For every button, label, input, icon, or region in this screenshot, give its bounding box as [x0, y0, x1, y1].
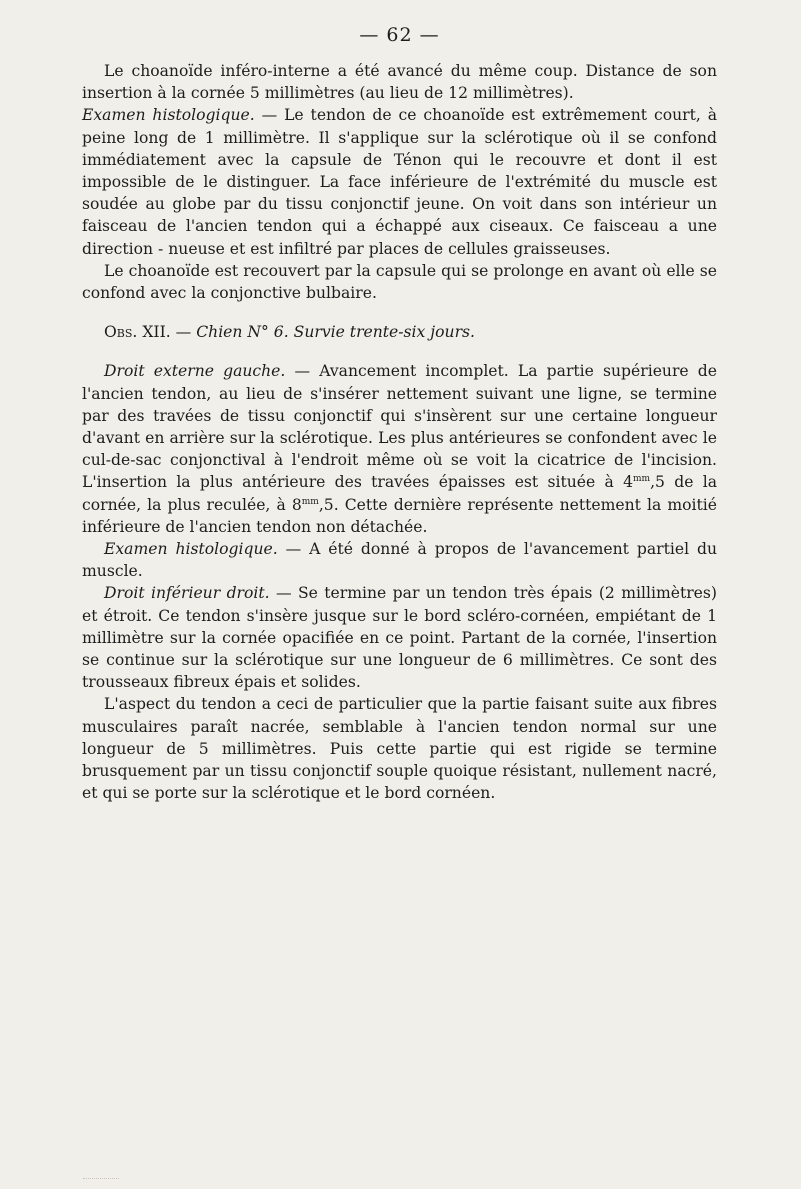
paragraph-text: L'aspect du tendon a ceci de particulier que la partie faisant suite aux fibres musculaires paraît nacrée, semblable à l'ancien tendon normal sur une longueur de 5 millimètres. Puis cette partie qui est rigide se termine brusquement par un tissu conjonctif souple quoique résistant, nullement nacré, et qui se porte sur la sclérotique et le bord cornéen.	[82, 695, 717, 803]
paragraph-text: — A été donné à propos de l'avancement partiel du muscle.	[82, 540, 717, 581]
footer-dotted-mark	[83, 1178, 119, 1180]
observation-subject: Chien N° 6. Survie trente-six jours.	[196, 323, 475, 342]
paragraph-text: — Le tendon de ce choanoïde est extrêmement court, à peine long de 1 millimètre. Il s'applique sur la sclérotique où il se confond immédiatement avec la capsule de Ténon qui le recouvre et dont il est impossible de le distinguer. La face inférieure de l'extrémité du muscle est soudée au globe par du tissu conjonctif jeune. On voit dans son intérieur un faisceau de l'ancien tendon qui a échappé aux ciseaux. Ce faisceau a une direction - nueuse et est infiltré par places de cellules graisseuses.	[82, 106, 717, 258]
observation-label: Obs. XII.	[104, 323, 171, 342]
section-label: Droit inférieur droit.	[104, 584, 270, 603]
paragraph-examen-histologique-2	[82, 538, 717, 582]
observation-heading	[82, 321, 717, 343]
paragraph-choanoide-avance	[82, 60, 717, 104]
paragraph-text: Le choanoïde est recouvert par la capsule qui se prolonge en avant où elle se confond avec la conjonctive bulbaire.	[82, 261, 717, 303]
paragraph-droit-inferieur-droit	[82, 582, 717, 693]
paragraph-examen-histologique-1	[82, 104, 717, 259]
page-number: — 62 —	[359, 24, 440, 46]
section-label: Examen histologique.	[82, 106, 255, 125]
paragraph-droit-externe-gauche	[82, 360, 717, 538]
paragraph-choanoide-recouvert	[82, 260, 717, 304]
paragraph-text: ,5. Cette dernière représente nettement la moitié inférieure de l'ancien tendon non détachée.	[82, 495, 717, 536]
section-label: Droit externe gauche.	[104, 362, 286, 381]
paragraph-text: ,5 de la cornée, la plus reculée, à 8	[82, 473, 717, 514]
paragraph-text: — Se termine par un tendon très épais (2 millimètres) et étroit. Ce tendon s'insère jusque sur le bord scléro-cornéen, empiétant de 1 millimètre sur la cornée opacifiée en ce point. Partant de la cornée, l'insertion se continue sur la sclérotique sur une longueur de 6 millimètres. Ce sont des trousseaux fibreux épais et solides.	[82, 584, 717, 692]
paragraph-text: — Avancement incomplet. La partie supérieure de l'ancien tendon, au lieu de s'insérer nettement suivant une ligne, se termine par des travées de tissu conjonctif qui s'insèrent sur une certaine longueur d'avant en arrière sur la sclérotique. Les plus antérieures se confondent avec le cul-de-sac conjonctival à l'endroit même où se voit la cicatrice de l'incision. L'insertion la plus antérieure des travées épaisses est située à 4	[82, 362, 717, 492]
observation-dash: —	[170, 323, 197, 342]
section-label: Examen histologique.	[104, 540, 278, 559]
unit-superscript: mm	[301, 496, 319, 507]
paragraph-text: Le choanoïde inféro-interne a été avancé du même coup. Distance de son insertion à la cornée 5 millimètres (au lieu de 12 millimètres).	[82, 62, 717, 103]
paragraph-aspect-tendon	[82, 693, 717, 804]
unit-superscript: mm	[633, 474, 651, 485]
